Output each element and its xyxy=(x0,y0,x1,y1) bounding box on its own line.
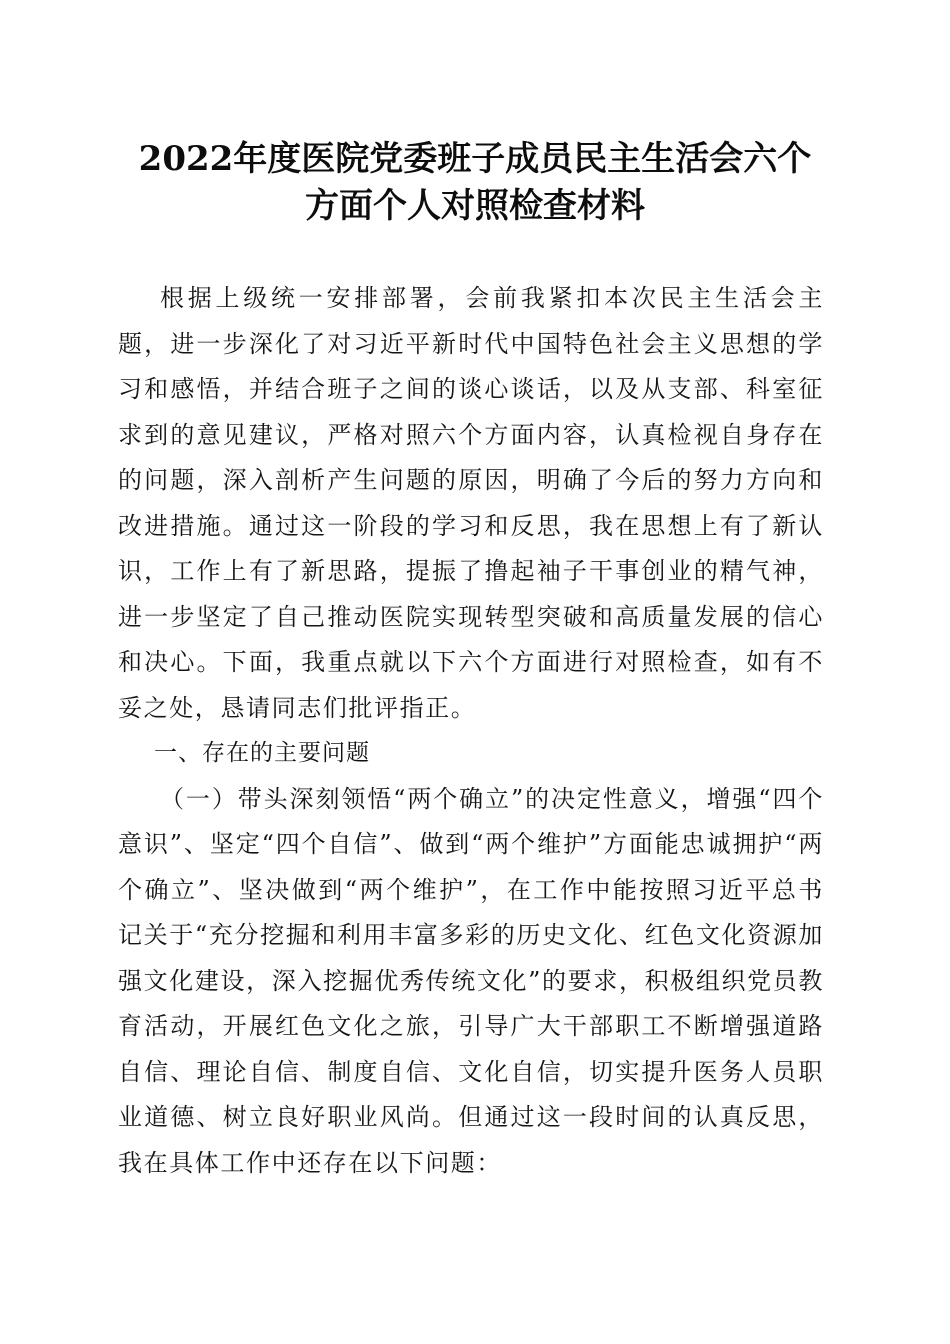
problem-paragraph-1: （一）带头深刻领悟“两个确立”的决定性意义，增强“四个意识”、坚定“四个自信”、做到“两个维护”方面能忠诚拥护“两个确立”、坚决做到“两个维护”，在工作中能按照习近平总书记关于“充分挖掘和利用丰富多彩的历史文化、红色文化资源加强文化建设，深入挖掘优秀传统文化”的要求，积极组织党员教育活动，开展红色文化之旅，引导广大干部职工不断增强道路自信、理论自信、制度自信、文化自信，切实提升医务人员职业道德、树立良好职业风尚。但通过这一段时间的认真反思，我在具体工作中还存在以下问题： xyxy=(118,784,824,1177)
title-line-1: 2022年度医院党委班子成员民主生活会六个 xyxy=(138,139,812,179)
intro-paragraph: 根据上级统一安排部署，会前我紧扣本次民主生活会主题，进一步深化了对习近平新时代中国特色社会主义思想的学习和感悟，并结合班子之间的谈心谈话，以及从支部、科室征求到的意见建议，严格对照六个方面内容，认真检视自身存在的问题，深入剖析产生问题的原因，明确了今后的努力方向和改进措施。通过这一阶段的学习和反思，我在思想上有了新认识，工作上有了新思路，提振了撸起袖子干事创业的精气神，进一步坚定了自己推动医院实现转型突破和高质量发展的信心和决心。下面，我重点就以下六个方面进行对照检查，如有不妥之处，恳请同志们批评指正。 xyxy=(118,284,824,722)
document-title xyxy=(0,136,950,230)
title-line-2: 方面个人对照检查材料 xyxy=(305,186,645,226)
document-body xyxy=(118,276,824,1186)
section-heading-main-problems: 一、存在的主要问题 xyxy=(154,740,370,766)
